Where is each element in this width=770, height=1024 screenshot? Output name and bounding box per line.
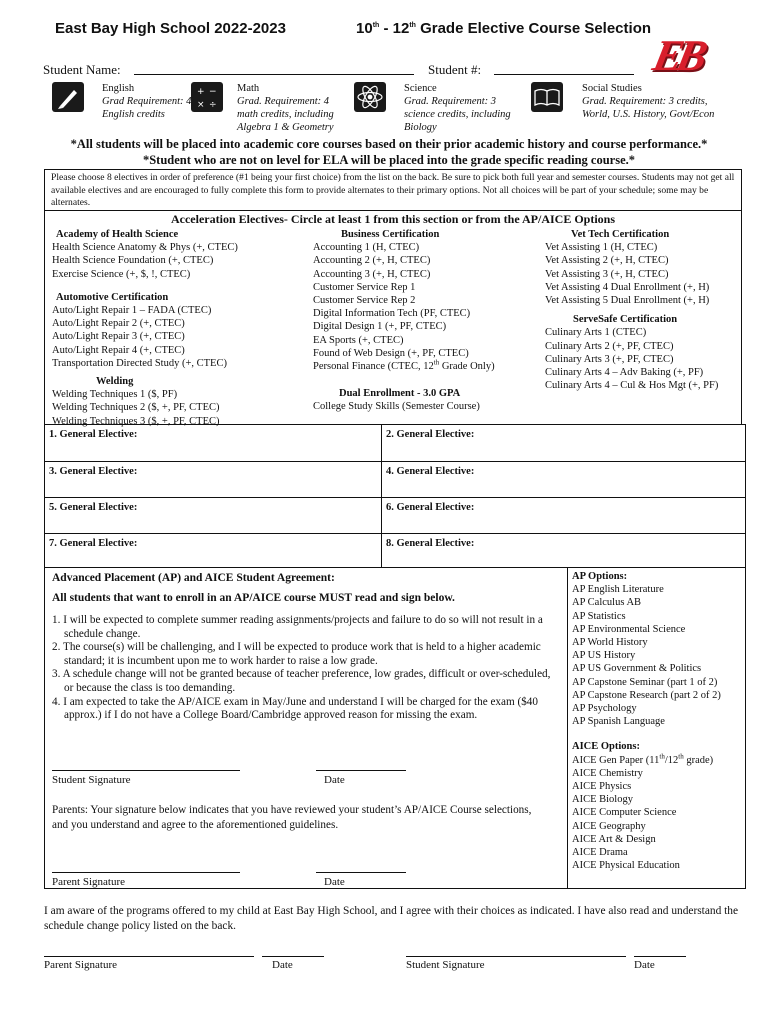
logo-lettering: EB	[648, 31, 707, 80]
list-item[interactable]: Vet Assisting 1 (H, CTEC)	[545, 242, 658, 254]
list-item[interactable]: AP Statistics	[572, 610, 626, 622]
parent-signature-field[interactable]	[52, 872, 240, 873]
list-item[interactable]: Vet Assisting 5 Dual Enrollment (+, H)	[545, 295, 710, 307]
elective-slot-5[interactable]: 5. General Elective:	[49, 502, 138, 513]
svg-text:×: ×	[197, 100, 205, 110]
notice-line-1: *All students will be placed into academic core courses based on their prior academic history and course performance.*	[70, 137, 708, 151]
list-item[interactable]: Auto/Light Repair 3 (+, CTEC)	[52, 331, 185, 343]
list-item[interactable]: AP Capstone Research (part 2 of 2)	[572, 689, 721, 701]
list-item[interactable]: Vet Assisting 4 Dual Enrollment (+, H)	[545, 281, 710, 293]
student-date-field[interactable]	[316, 770, 406, 771]
agreement-subtitle: All students that want to enroll in an AP/AICE course MUST read and sign below.	[52, 592, 455, 604]
parents-text: Parents: Your signature below indicates that you have reviewed your student’s AP/AICE Course selections, and you understand and agree to the aforementioned guidelines.	[52, 804, 532, 831]
automotive-title: Automotive Certification	[56, 291, 169, 303]
student-name-row	[43, 62, 121, 78]
req-science-title: Science	[404, 83, 437, 94]
instructions-box	[44, 169, 742, 211]
agreement-title: Advanced Placement (AP) and AICE Student Agreement:	[52, 572, 335, 584]
req-social-desc: Grad. Requirement: 3 credits, World, U.S. History, Govt/Econ	[582, 96, 715, 120]
agreement-item: 2. The course(s) will be challenging, and I will be expected to produce work that is held to a higher academic standard; it is incumbent upon me to work harder to raise a low grade.	[52, 641, 541, 667]
list-item[interactable]: AP Environmental Science	[572, 623, 686, 635]
list-item[interactable]: Vet Assisting 3 (+, H, CTEC)	[545, 268, 669, 280]
elective-column-1	[52, 228, 238, 428]
calculator-icon	[191, 82, 223, 112]
general-elective-grid	[44, 424, 746, 568]
requirements-row	[44, 80, 724, 132]
req-social-title: Social Studies	[582, 83, 642, 94]
req-english-desc: Grad Requirement: 4 English credits	[102, 96, 192, 120]
list-item[interactable]: AICE Geography	[572, 820, 646, 832]
list-item[interactable]: Accounting 3 (+, H, CTEC)	[313, 268, 431, 280]
academy-health-title: Academy of Health Science	[56, 229, 179, 240]
list-item[interactable]: Culinary Arts 4 – Adv Baking (+, PF)	[545, 367, 704, 379]
elective-column-3	[545, 228, 718, 392]
school-logo	[648, 31, 720, 80]
elective-slot-4[interactable]: 4. General Elective:	[386, 466, 475, 477]
notice	[44, 136, 734, 168]
list-item[interactable]: Accounting 1 (H, CTEC)	[313, 242, 420, 254]
list-item[interactable]: College Study Skills (Semester Course)	[313, 401, 480, 413]
list-item[interactable]: Customer Service Rep 1	[313, 281, 416, 293]
list-item[interactable]: AICE Chemistry	[572, 767, 643, 779]
elective-slot-2[interactable]: 2. General Elective:	[386, 429, 475, 440]
acceleration-title: Acceleration Electives- Circle at least 1 from this section or from the AP/AICE Options	[170, 212, 616, 226]
list-item[interactable]: Welding Techniques 3 ($, +, PF, CTEC)	[52, 415, 220, 427]
list-item[interactable]: Vet Assisting 2 (+, H, CTEC)	[545, 255, 669, 267]
list-item[interactable]: Auto/Light Repair 1 – FADA (CTEC)	[52, 305, 212, 317]
list-item[interactable]: Auto/Light Repair 4 (+, CTEC)	[52, 344, 185, 356]
student-name-field[interactable]	[134, 74, 414, 75]
student-name-label: Student Name:	[43, 62, 121, 77]
agreement-item: 4. I am expected to take the AP/AICE exam in May/June and understand I will be charged for the exam ($40 approx.) if I do not have a College Board/Cambridge approved reason for missing the exam.	[52, 695, 538, 722]
footer-parent-date-label: Date	[272, 959, 293, 971]
list-item[interactable]: Culinary Arts 2 (+, PF, CTEC)	[545, 340, 674, 352]
list-item[interactable]: Culinary Arts 4 – Cul & Hos Mgt (+, PF)	[545, 380, 719, 392]
business-title: Business Certification	[341, 229, 440, 240]
atom-icon	[354, 82, 386, 112]
list-item[interactable]: Culinary Arts 1 (CTEC)	[545, 327, 647, 339]
vet-tech-title: Vet Tech Certification	[571, 229, 670, 240]
list-item[interactable]: EA Sports (+, CTEC)	[313, 334, 404, 346]
footer-student-date-field[interactable]	[634, 956, 686, 957]
list-item[interactable]: Personal Finance (CTEC, 12th Grade Only)	[313, 358, 495, 373]
list-item[interactable]: AP Psychology	[572, 703, 637, 715]
agreement-list	[52, 614, 552, 723]
list-item[interactable]: Auto/Light Repair 2 (+, CTEC)	[52, 318, 185, 330]
req-math-title: Math	[237, 83, 260, 94]
list-item[interactable]: AP Spanish Language	[572, 716, 665, 728]
student-signature-field[interactable]	[52, 770, 240, 771]
student-number-field[interactable]	[494, 74, 634, 75]
list-item[interactable]: Transportation Directed Study (+, CTEC)	[52, 357, 227, 369]
list-item[interactable]: AP Capstone Seminar (part 1 of 2)	[572, 676, 718, 688]
svg-text:÷: ÷	[209, 100, 217, 110]
list-item[interactable]: Culinary Arts 3 (+, PF, CTEC)	[545, 353, 674, 365]
list-item[interactable]: AP World History	[572, 637, 648, 649]
list-item[interactable]: AICE Physics	[572, 781, 632, 793]
parent-date-label: Date	[324, 876, 345, 888]
list-item[interactable]: Found of Web Design (+, PF, CTEC)	[313, 347, 469, 359]
agreement-item: 3. A schedule change will not be granted because of teacher preference, low grades, difficult or over-scheduled, or because the class is too demanding.	[52, 668, 551, 694]
instructions-text: Please choose 8 electives in order of preference (#1 being your first choice) from the list on the back. Be sure to pick both full year and semester courses. Students may not get all available electives and are encouraged to fully complete this form to provide alternates to their primary options. Not all choices will be part of your schedule; some may be alternates.	[51, 172, 735, 208]
list-item[interactable]: AICE Gen Paper (11th/12th grade)	[572, 752, 714, 766]
list-item[interactable]: AP Calculus AB	[572, 597, 642, 609]
list-item[interactable]: Digital Design 1 (+, PF, CTEC)	[313, 321, 447, 333]
servesafe-title: ServeSafe Certification	[573, 314, 678, 326]
welding-title: Welding	[96, 376, 134, 388]
list-item[interactable]: AICE Drama	[572, 847, 628, 859]
footer-parent-signature-field[interactable]	[44, 956, 254, 957]
req-science-desc: Grad. Requirement: 3 science credits, including Biology	[404, 96, 511, 133]
svg-text:−: −	[209, 87, 217, 97]
list-item[interactable]: Digital Information Tech (PF, CTEC)	[313, 308, 471, 320]
footer-parent-date-field[interactable]	[262, 956, 324, 957]
footer-student-signature-field[interactable]	[406, 956, 626, 957]
student-signature-label: Student Signature	[52, 774, 131, 786]
elective-slot-8[interactable]: 8. General Elective:	[386, 538, 475, 549]
footer-text: I am aware of the programs offered to my child at East Bay High School, and I agree with their choices as indicated. I have also read and understand the schedule change policy listed on the back.	[44, 905, 739, 932]
list-item[interactable]: Welding Techniques 1 ($, PF)	[52, 389, 178, 401]
student-number-label: Student #:	[428, 62, 482, 77]
req-english-title: English	[102, 83, 135, 94]
list-item[interactable]: AICE Computer Science	[572, 807, 677, 819]
list-item[interactable]: AICE Biology	[572, 794, 633, 806]
footer-parent-signature-label: Parent Signature	[44, 959, 118, 971]
book-icon	[531, 82, 563, 112]
list-item[interactable]: Exercise Science (+, $, !, CTEC)	[52, 268, 191, 280]
dual-enrollment-title: Dual Enrollment - 3.0 GPA	[339, 388, 461, 400]
list-item[interactable]: AICE Physical Education	[572, 860, 680, 872]
list-item[interactable]: AICE Art & Design	[572, 833, 656, 845]
svg-text:+: +	[197, 87, 205, 97]
elective-slot-1[interactable]: 1. General Elective:	[49, 429, 138, 440]
elective-slot-7[interactable]: 7. General Elective:	[49, 538, 138, 549]
list-item[interactable]: AP US History	[572, 650, 636, 662]
req-math-desc: Grad. Requirement: 4 math credits, including Algebra 1 & Geometry	[237, 96, 334, 133]
footer-student-date-label: Date	[634, 959, 655, 971]
ap-options-title: AP Options:	[572, 571, 628, 582]
parent-signature-label: Parent Signature	[52, 876, 126, 888]
parent-date-field[interactable]	[316, 872, 406, 873]
school-title: East Bay High School 2022-2023	[55, 20, 286, 37]
elective-slot-3[interactable]: 3. General Elective:	[49, 466, 138, 477]
pen-icon	[52, 82, 84, 112]
footer-student-signature-label: Student Signature	[406, 959, 485, 971]
student-date-label: Date	[324, 774, 345, 786]
list-item[interactable]: AP US Government & Politics	[572, 663, 702, 675]
list-item[interactable]: Welding Techniques 2 ($, +, PF, CTEC)	[52, 402, 220, 414]
notice-line-2: *Student who are not on level for ELA will be placed into the grade specific reading course.*	[142, 153, 635, 167]
list-item[interactable]: Customer Service Rep 2	[313, 295, 416, 307]
list-item[interactable]: Health Science Anatomy & Phys (+, CTEC)	[52, 242, 238, 254]
agreement-item: 1. I will be expected to complete summer reading assignments/projects and failure to do so will not result in a schedule change.	[52, 614, 543, 640]
ap-options	[572, 570, 721, 872]
list-item[interactable]: Accounting 2 (+, H, CTEC)	[313, 255, 431, 267]
page-title: 10th - 12th Grade Elective Course Selection	[356, 20, 652, 37]
elective-slot-6[interactable]: 6. General Elective:	[386, 502, 475, 513]
elective-column-2	[313, 228, 495, 414]
aice-options-title: AICE Options:	[572, 741, 640, 753]
list-item[interactable]: AP English Literature	[572, 584, 664, 596]
list-item[interactable]: Health Science Foundation (+, CTEC)	[52, 255, 214, 267]
